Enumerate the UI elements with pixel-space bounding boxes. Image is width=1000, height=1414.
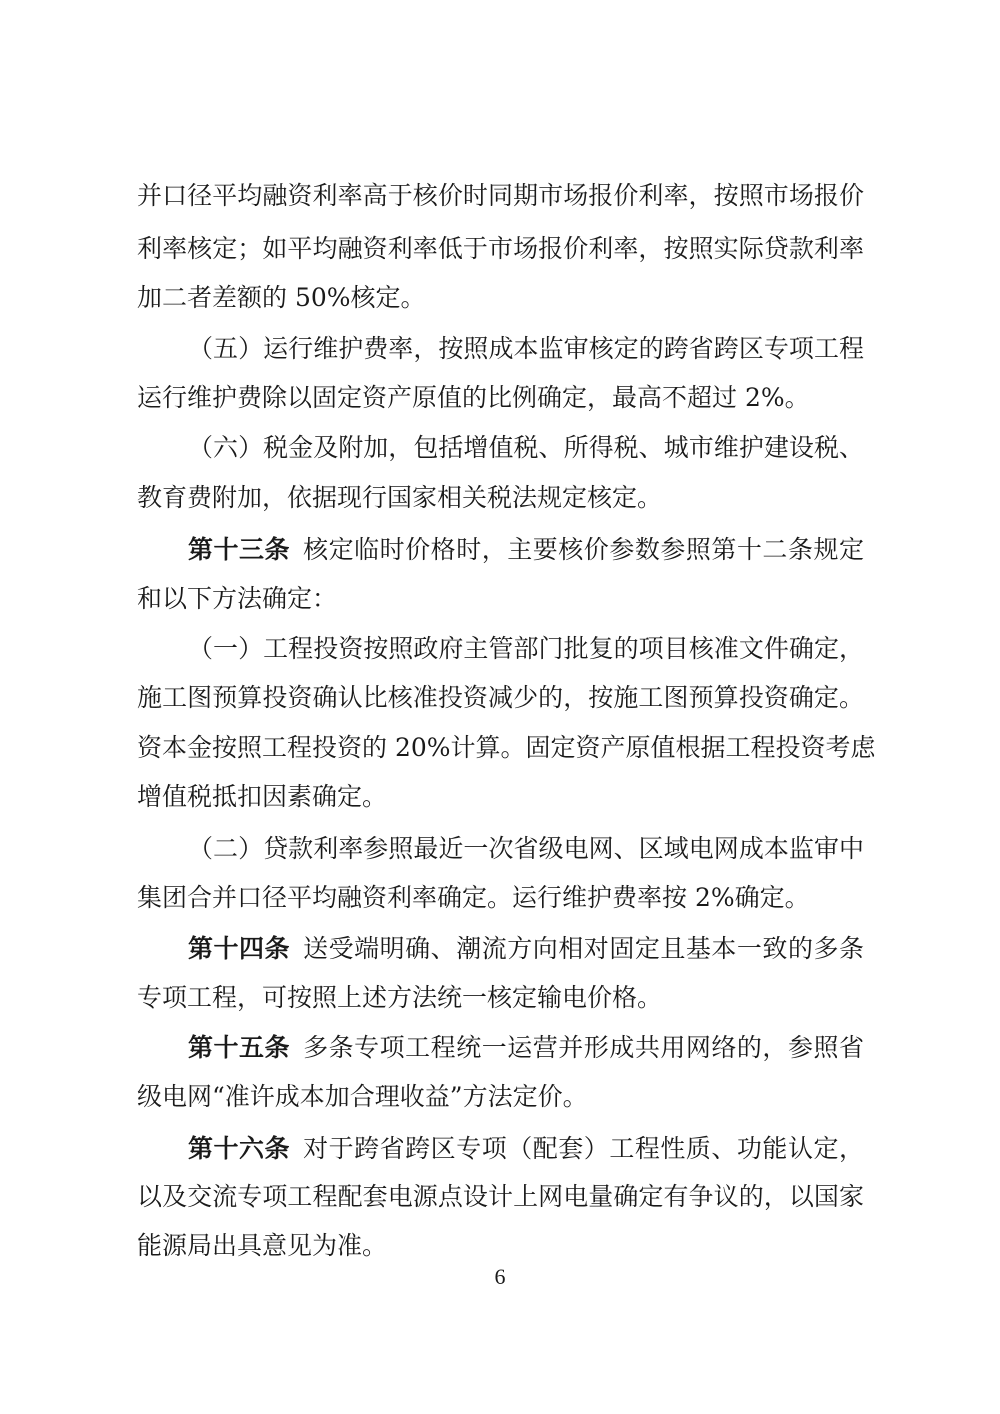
text-line: 能源局出具意见为准。: [137, 1231, 388, 1260]
text-line: （六）税金及附加，包括增值税、所得税、城市维护建设税、: [188, 433, 864, 462]
article-text: 核定临时价格时，主要核价参数参照第十二条规定: [302, 535, 864, 564]
article-14-first-line: [188, 929, 864, 969]
text-line: 专项工程，可按照上述方法统一核定输电价格。: [137, 983, 663, 1012]
article-heading: 第十五条: [188, 1033, 291, 1062]
article-heading: 第十六条: [188, 1134, 291, 1163]
text-line: 利率核定；如平均融资利率低于市场报价利率，按照实际贷款利率: [137, 234, 864, 263]
text-line: （一）工程投资按照政府主管部门批复的项目核准文件确定，: [188, 634, 864, 663]
article-heading: 第十四条: [188, 934, 291, 963]
text-line: 加二者差额的 50%核定。: [137, 283, 426, 312]
article-text: 多条专项工程统一运营并形成共用网络的，参照省: [302, 1033, 864, 1062]
article-heading: 第十三条: [188, 535, 291, 564]
text-line: 并口径平均融资利率高于核价时同期市场报价利率，按照市场报价: [137, 181, 864, 210]
text-line: 施工图预算投资确认比核准投资减少的，按施工图预算投资确定。: [137, 683, 864, 712]
text-line: 级电网“准许成本加合理收益”方法定价。: [137, 1082, 588, 1111]
text-line: （五）运行维护费率，按照成本监审核定的跨省跨区专项工程: [188, 334, 864, 363]
text-line: 和以下方法确定：: [137, 584, 338, 613]
article-13-first-line: [188, 530, 864, 570]
article-text: 送受端明确、潮流方向相对固定且基本一致的多条: [302, 934, 864, 963]
text-line: 运行维护费除以固定资产原值的比例确定，最高不超过 2%。: [137, 383, 810, 412]
text-line: 资本金按照工程投资的 20%计算。固定资产原值根据工程投资考虑: [137, 733, 876, 762]
text-line: 集团合并口径平均融资利率确定。运行维护费率按 2%确定。: [137, 883, 810, 912]
page-number: 6: [494, 1264, 506, 1289]
text-line: 以及交流专项工程配套电源点设计上网电量确定有争议的，以国家: [137, 1182, 864, 1211]
article-text: 对于跨省跨区专项（配套）工程性质、功能认定，: [302, 1134, 864, 1163]
text-line: 教育费附加，依据现行国家相关税法规定核定。: [137, 483, 663, 512]
article-16-first-line: [188, 1129, 864, 1169]
text-line: 增值税抵扣因素确定。: [137, 782, 388, 811]
text-line: （二）贷款利率参照最近一次省级电网、区域电网成本监审中: [188, 834, 864, 863]
article-15-first-line: [188, 1028, 864, 1068]
